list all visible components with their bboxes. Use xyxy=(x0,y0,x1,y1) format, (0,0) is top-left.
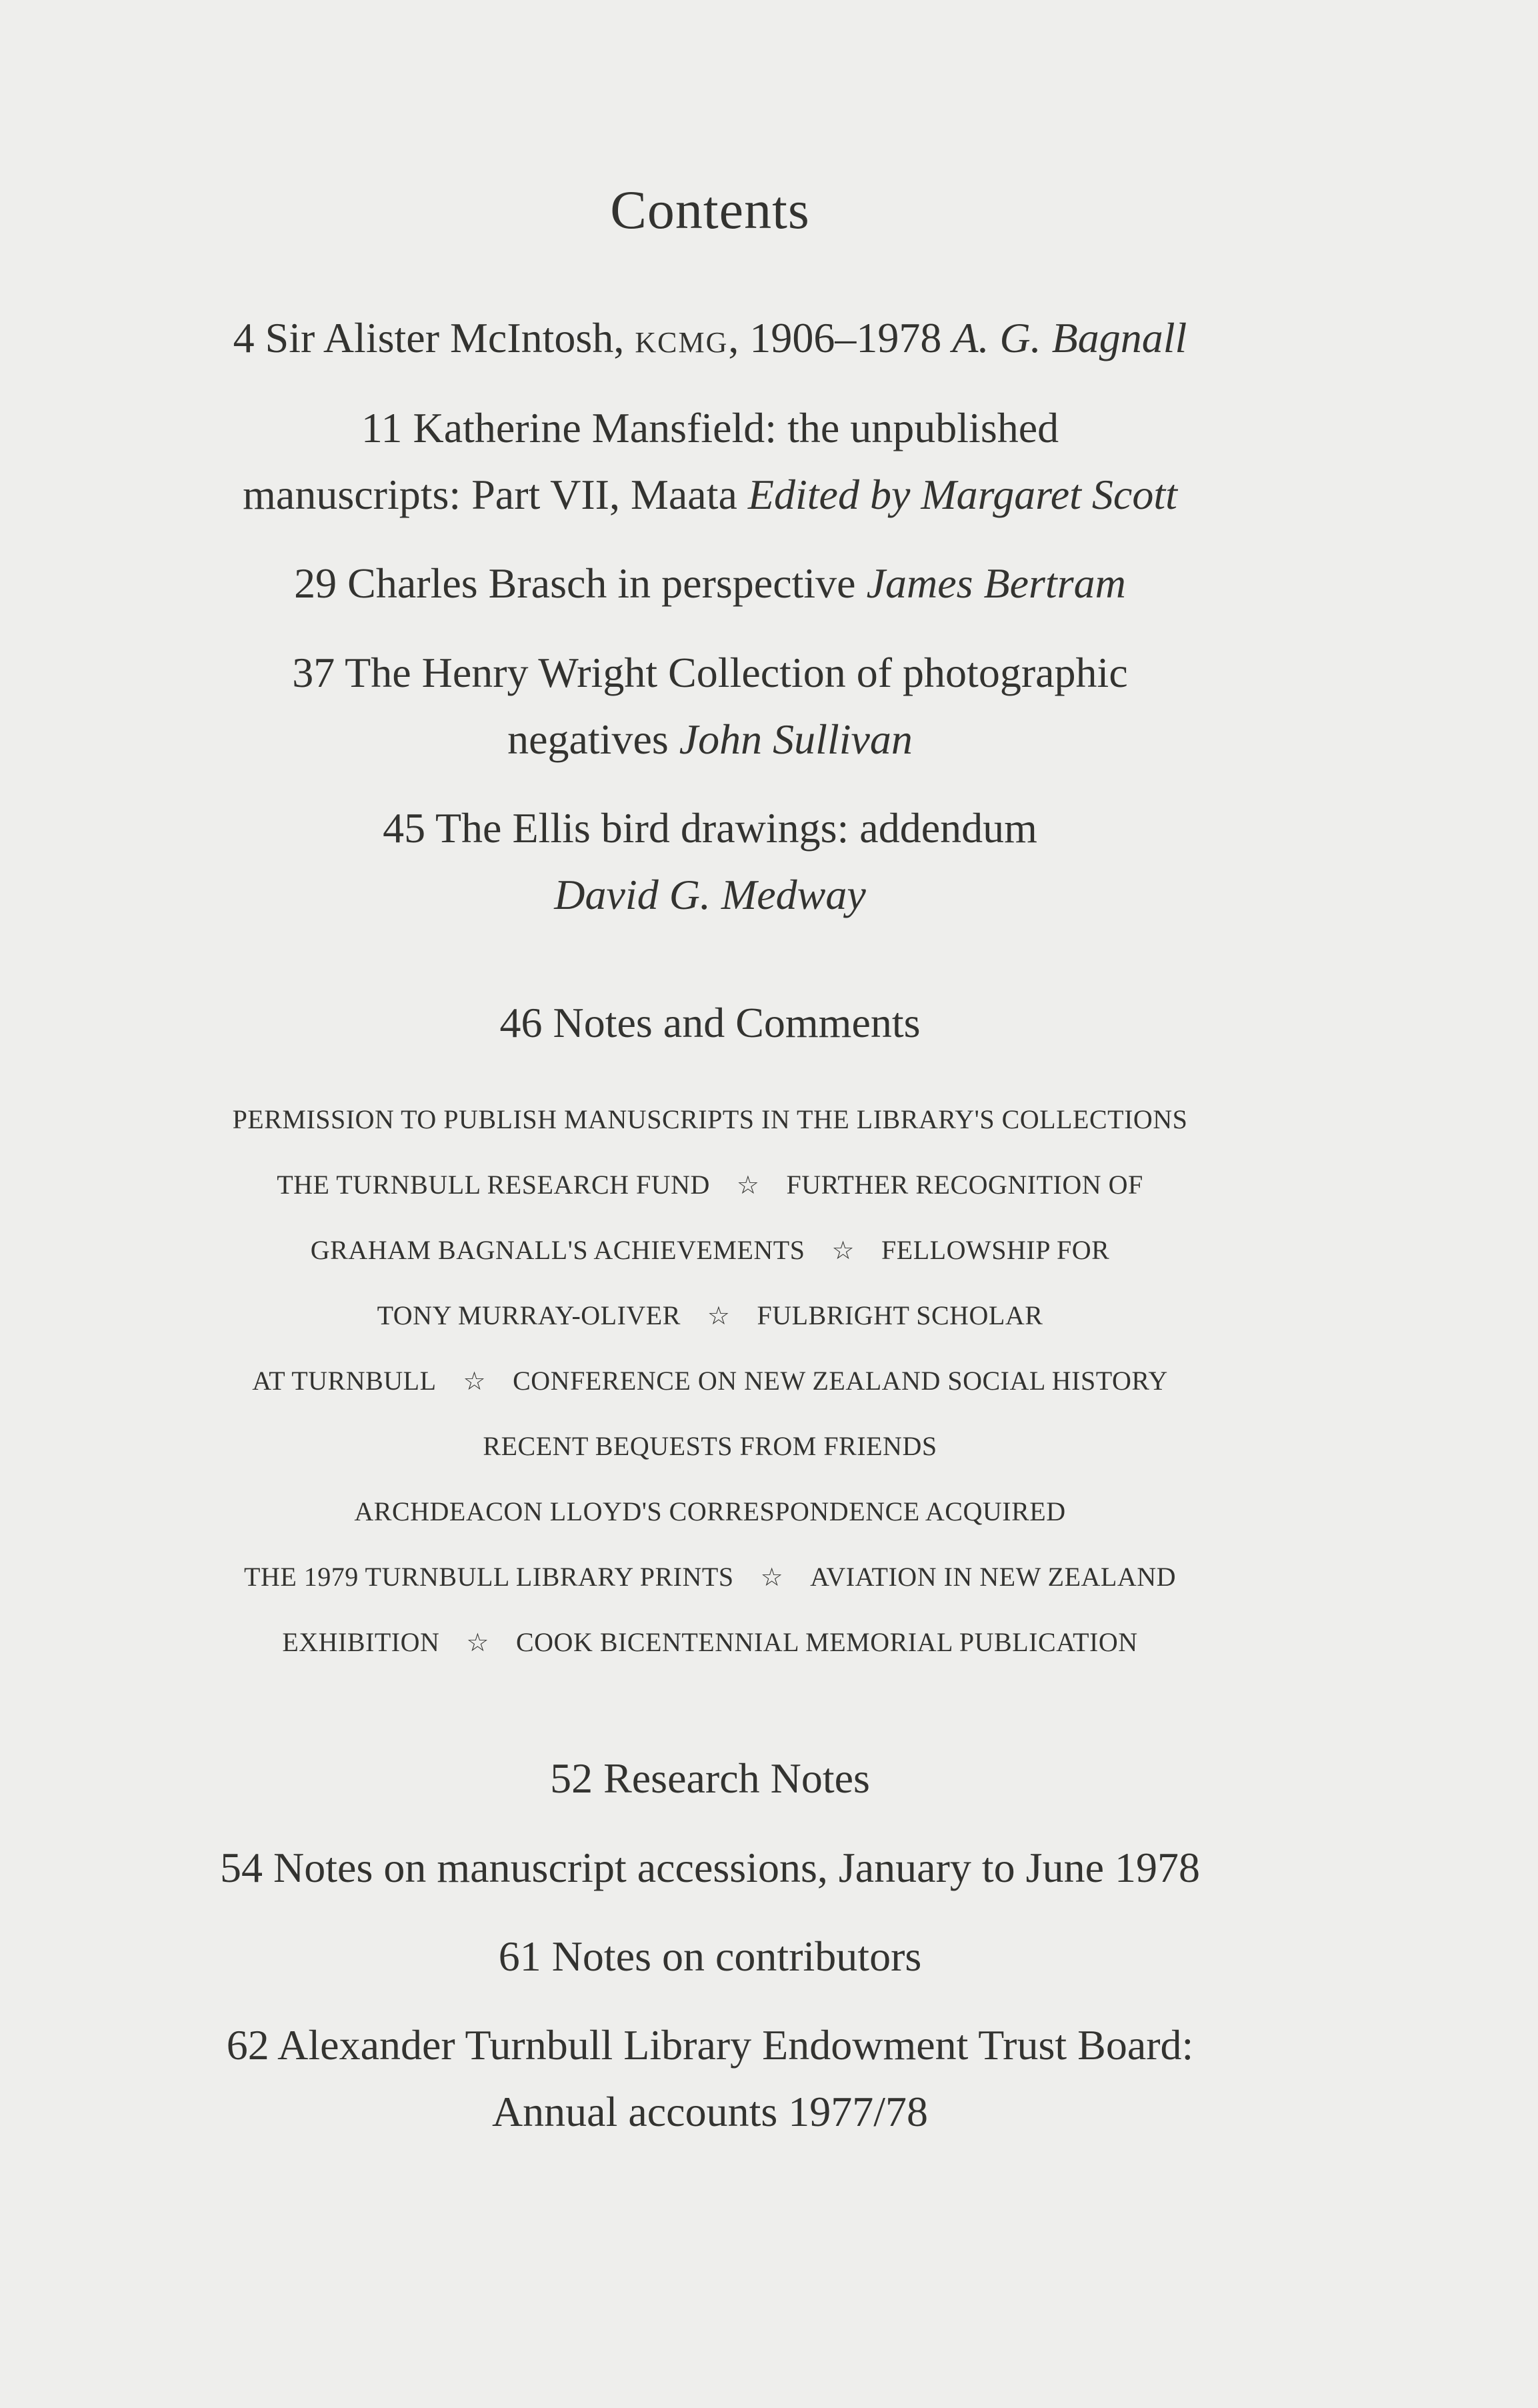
entry-text: negatives xyxy=(507,716,679,763)
honour-abbrev: KCMG xyxy=(635,326,729,359)
star-separator-icon: ☆ xyxy=(466,1629,489,1657)
star-separator-icon: ☆ xyxy=(760,1564,784,1592)
entry-text: manuscripts: Part VII, Maata xyxy=(243,471,748,518)
notes-item: AT TURNBULL xyxy=(252,1366,437,1396)
entry-ellis-line1 xyxy=(80,804,1340,853)
entry-author: John Sullivan xyxy=(679,716,913,763)
entry-ellis-line2 xyxy=(80,870,1340,920)
notes-item: CONFERENCE ON NEW ZEALAND SOCIAL HISTORY xyxy=(513,1366,1168,1396)
entry-text: , 1906–1978 xyxy=(728,314,953,361)
notes-line xyxy=(80,1365,1340,1396)
entry-mansfield-line2 xyxy=(80,470,1340,519)
entry-endowment-line1: 62 Alexander Turnbull Library Endowment Trust Board: xyxy=(226,2021,1194,2069)
notes-line xyxy=(80,1169,1340,1200)
entry-author: David G. Medway xyxy=(554,871,866,918)
notes-line xyxy=(80,1234,1340,1266)
entry-text: 45 The Ellis bird drawings: addendum xyxy=(383,804,1037,852)
notes-line xyxy=(80,1104,1340,1135)
entry-wright-line1 xyxy=(80,648,1340,698)
entry-text: 37 The Henry Wright Collection of photographic xyxy=(292,649,1128,696)
notes-line xyxy=(80,1626,1340,1658)
notes-line xyxy=(80,1430,1340,1462)
notes-item: TONY MURRAY-OLIVER xyxy=(377,1300,681,1330)
notes-item: AVIATION IN NEW ZEALAND xyxy=(810,1562,1176,1592)
notes-item: RECENT BEQUESTS FROM FRIENDS xyxy=(483,1431,937,1461)
notes-heading: 46 Notes and Comments xyxy=(499,999,921,1046)
entry-author: James Bertram xyxy=(866,559,1126,607)
star-separator-icon: ☆ xyxy=(707,1302,731,1330)
notes-item: PERMISSION TO PUBLISH MANUSCRIPTS IN THE LIBRARY'S COLLECTIONS xyxy=(232,1104,1188,1134)
notes-item: THE 1979 TURNBULL LIBRARY PRINTS xyxy=(244,1562,734,1592)
entry-wright-line2 xyxy=(80,715,1340,764)
notes-item: THE TURNBULL RESEARCH FUND xyxy=(277,1170,710,1200)
entry-research-notes: 52 Research Notes xyxy=(550,1754,870,1802)
entry-brasch xyxy=(80,559,1340,608)
entry-mcintosh xyxy=(80,313,1340,363)
entry-text: 29 Charles Brasch in perspective xyxy=(294,559,867,607)
notes-line xyxy=(80,1561,1340,1592)
notes-item: FULBRIGHT SCHOLAR xyxy=(757,1300,1043,1330)
notes-item: EXHIBITION xyxy=(282,1627,440,1657)
notes-item: FELLOWSHIP FOR xyxy=(881,1235,1110,1265)
entry-contributors: 61 Notes on contributors xyxy=(498,1933,922,1980)
entry-endowment-line2: Annual accounts 1977/78 xyxy=(491,2088,929,2135)
notes-item: ARCHDEACON LLOYD'S CORRESPONDENCE ACQUIRED xyxy=(354,1496,1066,1526)
page-title: Contents xyxy=(610,179,810,240)
entry-author: A. G. Bagnall xyxy=(952,314,1187,361)
entry-manuscript-accessions: 54 Notes on manuscript accessions, January to June 1978 xyxy=(220,1844,1200,1891)
entry-author: Edited by Margaret Scott xyxy=(747,471,1177,518)
notes-item: FURTHER RECOGNITION OF xyxy=(786,1170,1143,1200)
entry-mansfield-line1 xyxy=(80,403,1340,453)
entry-text: 4 Sir Alister McIntosh, xyxy=(233,314,635,361)
entry-text: 11 Katherine Mansfield: the unpublished xyxy=(361,404,1059,451)
star-separator-icon: ☆ xyxy=(736,1172,760,1200)
notes-item: COOK BICENTENNIAL MEMORIAL PUBLICATION xyxy=(515,1627,1138,1657)
star-separator-icon: ☆ xyxy=(463,1368,487,1396)
notes-line xyxy=(80,1496,1340,1527)
notes-line xyxy=(80,1300,1340,1331)
star-separator-icon: ☆ xyxy=(831,1237,855,1265)
notes-item: GRAHAM BAGNALL'S ACHIEVEMENTS xyxy=(310,1235,805,1265)
